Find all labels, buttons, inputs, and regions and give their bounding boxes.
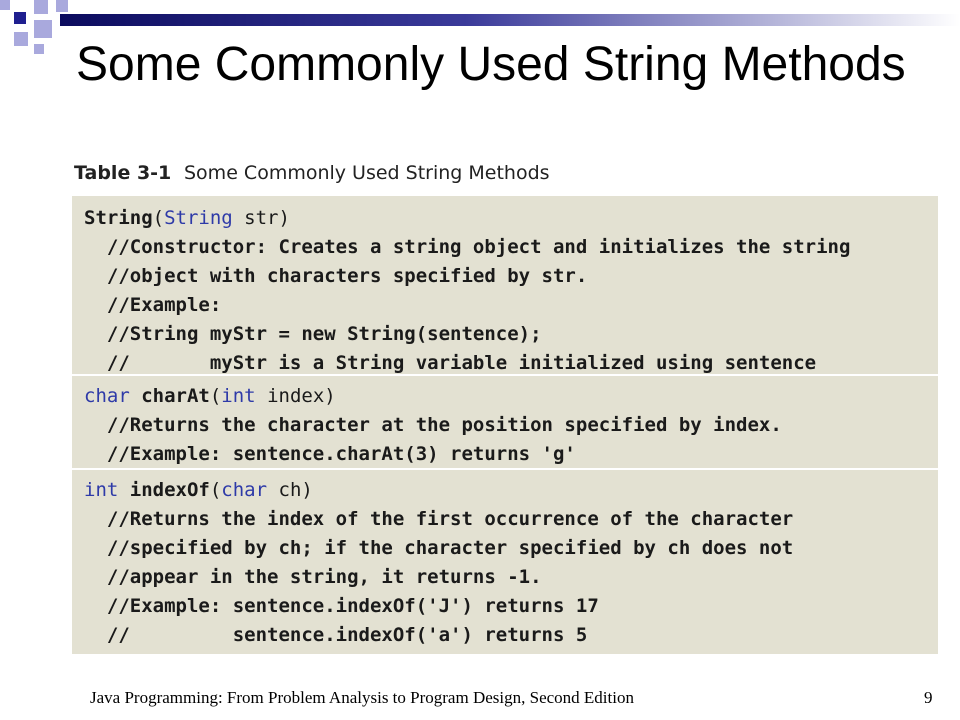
corner-square-4 xyxy=(14,32,28,46)
method-name: String xyxy=(84,207,153,229)
signature-open-paren: ( xyxy=(209,479,222,501)
return-type: int xyxy=(84,479,119,501)
method-signature xyxy=(84,476,313,505)
title-accent-bar xyxy=(60,14,960,26)
table-caption-text: Some Commonly Used String Methods xyxy=(184,162,550,184)
page-number: 9 xyxy=(924,688,933,707)
method-comment-line: //object with characters specified by str. xyxy=(84,265,588,287)
param-type: char xyxy=(221,479,268,501)
slide-title: Some Commonly Used String Methods xyxy=(76,38,906,91)
param-name: index xyxy=(255,385,325,407)
signature-close-paren: ) xyxy=(301,479,313,501)
method-comment-line: //Example: sentence.charAt(3) returns 'g' xyxy=(84,443,576,465)
table-caption-number: Table 3-1 xyxy=(74,162,172,184)
method-comment-line: // myStr is a String variable initialized using sentence xyxy=(84,352,817,374)
string-methods-table xyxy=(72,158,938,654)
signature-open-paren: ( xyxy=(209,385,222,407)
table-caption xyxy=(72,158,938,194)
method-comment-line: //Example: xyxy=(84,294,222,316)
signature-close-paren: ) xyxy=(324,385,336,407)
corner-square-7 xyxy=(0,0,10,10)
method-comment-line: //Example: sentence.indexOf('J') returns 17 xyxy=(84,595,599,617)
method-comment-line: // sentence.indexOf('a') returns 5 xyxy=(84,624,588,646)
method-name: indexOf xyxy=(118,479,210,501)
param-name: str xyxy=(232,207,279,229)
method-name: charAt xyxy=(129,385,210,407)
method-comment-line: //appear in the string, it returns -1. xyxy=(84,566,542,588)
param-type: int xyxy=(221,385,256,407)
method-signature xyxy=(84,204,290,233)
signature-close-paren: ) xyxy=(278,207,290,229)
method-comment-line: //Constructor: Creates a string object and initializes the string xyxy=(84,236,851,258)
corner-square-1 xyxy=(14,12,26,24)
corner-square-5 xyxy=(34,20,52,38)
table-row xyxy=(72,468,938,656)
table-row xyxy=(72,374,938,470)
param-name: ch xyxy=(267,479,302,501)
method-signature xyxy=(84,382,336,411)
signature-open-paren: ( xyxy=(152,207,165,229)
slide-footer: Java Programming: From Problem Analysis to Program Design, Second Edition xyxy=(90,688,634,707)
corner-square-2 xyxy=(34,0,48,14)
param-type: String xyxy=(164,207,233,229)
table-row xyxy=(72,194,938,376)
corner-square-6 xyxy=(34,44,44,54)
method-comment-line: //specified by ch; if the character specified by ch does not xyxy=(84,537,794,559)
method-comment-line: //String myStr = new String(sentence); xyxy=(84,323,542,345)
return-type: char xyxy=(84,385,130,407)
method-comment-line: //Returns the index of the first occurrence of the character xyxy=(84,508,794,530)
method-comment-line: //Returns the character at the position specified by index. xyxy=(84,414,782,436)
corner-square-3 xyxy=(56,0,68,12)
